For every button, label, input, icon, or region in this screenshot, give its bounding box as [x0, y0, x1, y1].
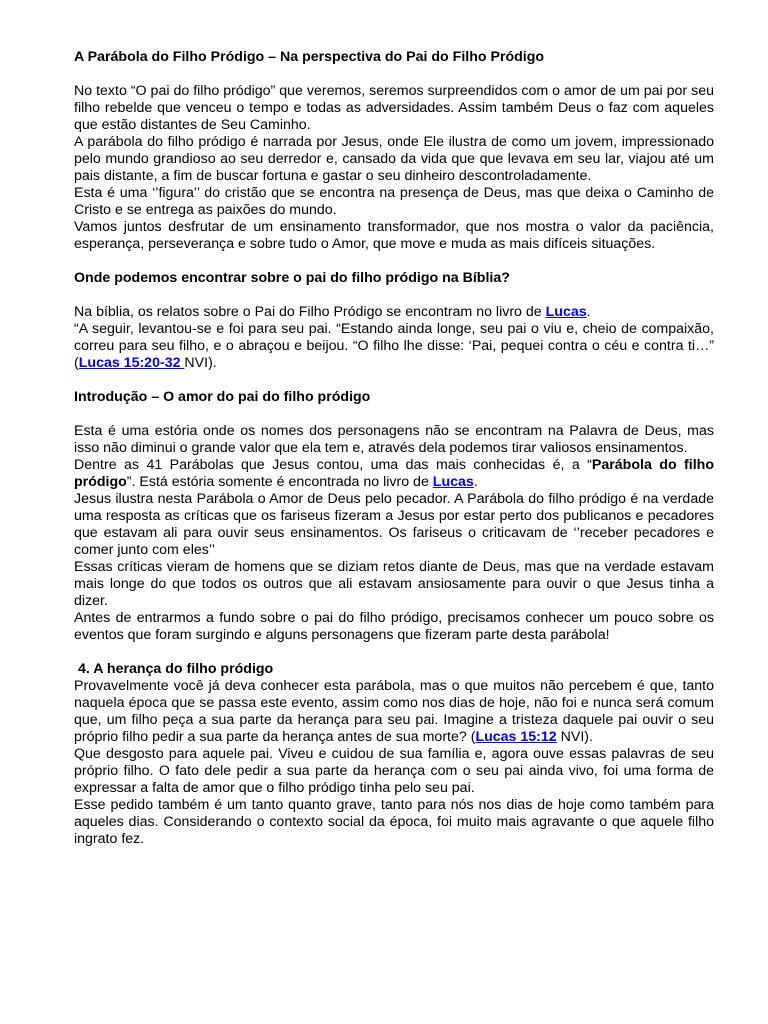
introduction-paragraph-5: Antes de entrarmos a fundo sobre o pai do filho pródigo, precisamos conhecer um pouco sobre os eventos que foram surgindo e alguns personagens que fizeram parte desta parábola!	[74, 610, 714, 643]
paragraph-text: Provavelmente você já deva conhecer esta parábola, mas o que muitos não percebem é que, tanto naquela época que se passa este evento, assim como nos dias de hoje, não foi e nunca será comum que, um filho peça a sua parte da herança para seu pai. Imagine a tristeza daquele pai ouvir o seu próprio filho pedir a sua parte da herança antes de sua morte? (	[74, 678, 714, 745]
intro-paragraph-1: No texto “O pai do filho pródigo” que veremos, seremos surpreendidos com o amor de um pai por seu filho rebelde que venceu o tempo e todas as adversidades. Assim também Deus o faz com aqueles que estão distantes de Seu Caminho.	[74, 83, 714, 133]
lucas-15-12-link[interactable]: Lucas 15:12	[475, 729, 557, 745]
heranca-paragraph-2: Que desgosto para aquele pai. Viveu e cuidou de sua família e, agora ouve essas palavras de seu próprio filho. O fato dele pedir a sua parte da herança com o seu pai ainda vivo, foi uma forma de expressar a falta de amor que o filho pródigo tinha pelo seu pai.	[74, 746, 714, 796]
document-page	[74, 49, 714, 848]
document-title: A Parábola do Filho Pródigo – Na perspectiva do Pai do Filho Pródigo	[74, 49, 545, 65]
bible-paragraph-2	[74, 321, 714, 372]
spacer	[74, 372, 714, 389]
heranca-paragraph-1	[74, 678, 714, 746]
introduction-paragraph-1: Esta é uma estória onde os nomes dos personagens não se encontram na Palavra de Deus, mas isso não diminui o grande valor que ela tem e, através dela podemos tirar valiosos ensinamentos.	[74, 423, 714, 456]
lucas-15-20-32-link[interactable]: Lucas 15:20-32	[78, 355, 185, 371]
introduction-paragraph-2	[74, 457, 714, 491]
lucas-link[interactable]: Lucas	[545, 304, 587, 320]
spacer	[74, 644, 714, 661]
paragraph-text: Na bíblia, os relatos sobre o Pai do Filho Pródigo se encontram no livro de	[74, 304, 546, 320]
section-heading-heranca: 4. A herança do filho pródigo	[78, 661, 274, 677]
paragraph-text: “A seguir, levantou-se e foi para seu pai. “Estando ainda longe, seu pai o viu e, cheio de compaixão, correu para seu filho, e o abraçou e beijou. “O filho lhe disse: ‘Pai, pequei contra o céu e contra ti…” (	[74, 321, 714, 371]
paragraph-text: NVI).	[184, 355, 217, 371]
lucas-link[interactable]: Lucas	[432, 474, 474, 490]
spacer	[74, 253, 714, 270]
intro-paragraph-2: A parábola do filho pródigo é narrada por Jesus, onde Ele ilustra de como um jovem, impressionado pelo mundo grandioso ao seu derredor e, cansado da vida que que levava em seu lar, viajou até um pais distante, a fim de buscar fortuna e gastar o seu dinheiro descontroladamente.	[74, 134, 714, 184]
paragraph-text: .	[586, 304, 591, 320]
heranca-paragraph-3: Esse pedido também é um tanto quanto grave, tanto para nós nos dias de hoje como também para aqueles dias. Considerando o contexto social da época, foi muito mais agravante o que aquele filho ingrato fez.	[74, 797, 714, 847]
intro-paragraph-4: Vamos juntos desfrutar de um ensinamento transformador, que nos mostra o valor da paciência, esperança, perseverança e sobre tudo o Amor, que move e muda as mais difíceis situações.	[74, 219, 714, 252]
section-heading-bible: Onde podemos encontrar sobre o pai do filho pródigo na Bíblia?	[74, 270, 510, 286]
section-heading-introduction: Introdução – O amor do pai do filho pródigo	[74, 389, 371, 405]
introduction-paragraph-4: Essas críticas vieram de homens que se diziam retos diante de Deus, mas que na verdade estavam mais longe do que todos os outros que ali estavam ansiosamente para ouvir o que Jesus tinha a dizer.	[74, 559, 714, 609]
paragraph-text: ”. Está estória somente é encontrada no livro de	[126, 474, 433, 490]
introduction-paragraph-3: Jesus ilustra nesta Parábola o Amor de Deus pelo pecador. A Parábola do filho pródigo é na verdade uma resposta as críticas que os fariseus fizeram a Jesus por estar perto dos publicanos e pecadores que estavam ali para ouvir seus ensinamentos. Os fariseus o criticavam de ‘’receber pecadores e comer junto com eles’’	[74, 491, 714, 558]
spacer	[74, 66, 714, 83]
paragraph-text: Dentre as 41 Parábolas que Jesus contou, uma das mais conhecidas é, a “	[74, 457, 592, 473]
intro-paragraph-3: Esta é uma ‘’figura’’ do cristão que se encontra na presença de Deus, mas que deixa o Caminho de Cristo e se entrega as paixões do mundo.	[74, 185, 714, 218]
parable-name: Parábola do filho pródigo	[74, 457, 714, 490]
paragraph-text: .	[473, 474, 478, 490]
paragraph-text: NVI).	[556, 729, 593, 745]
bible-paragraph-1	[74, 304, 714, 321]
spacer	[74, 406, 714, 423]
spacer	[74, 287, 714, 304]
